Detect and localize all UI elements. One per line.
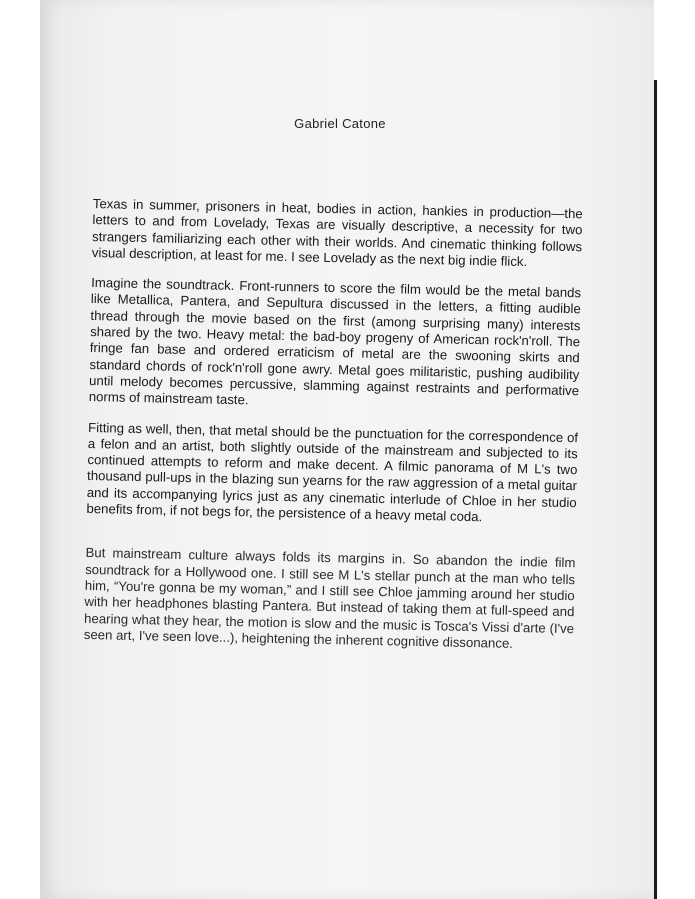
page-edge-shadow — [654, 80, 657, 899]
paragraph-2: Imagine the soundtrack. Front-runners to score the film would be the metal bands like Metallica, Pantera, and Sepultura discussed in the letters, a fitting audible thread through the movie based on the first (among surprising many) interests shared by the two. Heavy metal: the bad-boy progeny of American rock'n'roll. The fringe fan base and ordered erraticism of metal are the swooning skirts and standard chords of rock'n'roll gone awry. Metal goes militaristic, pushing audibility until melody becomes percussive, slamming against restraints and performative norms of mainstream taste. — [88, 275, 582, 408]
essay-body — [83, 196, 583, 667]
paragraph-4: But mainstream culture always folds its margins in. So abandon the indie film soundtrack for a Hollywood one. I still see M L's stellar punch at the man who tells him, “You're gonna be my woman,” and I still see Chloe jamming around her studio with her headphones blasting Pantera. But instead of taking them at full-speed and hearing what they hear, the motion is slow and the music is Tosca's Vissi d'arte (I've seen art, I've seen love...), heightening the inherent cognitive dissonance. — [83, 545, 576, 651]
paragraph-3: Fitting as well, then, that metal should be the punctuation for the correspondence of a felon and an artist, both slightly outside of the mainstream and subjected to its continued attempts to reform and make decent. A filmic panorama of M L's two thousand pull-ups in the blazing sun yearns for the raw aggression of a metal guitar and its accompanying lyrics just as any cinematic interlude of Chloe in her studio benefits from, if not begs for, the persistence of a heavy metal coda. — [86, 419, 579, 525]
paragraph-1: Texas in summer, prisoners in heat, bodies in action, hankies in production—the letters to and from Lovelady, Texas are visually descriptive, a necessity for two strangers familiarizing each other with their worlds. And cinematic thinking follows visual description, at least for me. I see Lovelady as the next big indie flick. — [91, 196, 583, 269]
author-name: Gabriel Catone — [294, 116, 386, 131]
